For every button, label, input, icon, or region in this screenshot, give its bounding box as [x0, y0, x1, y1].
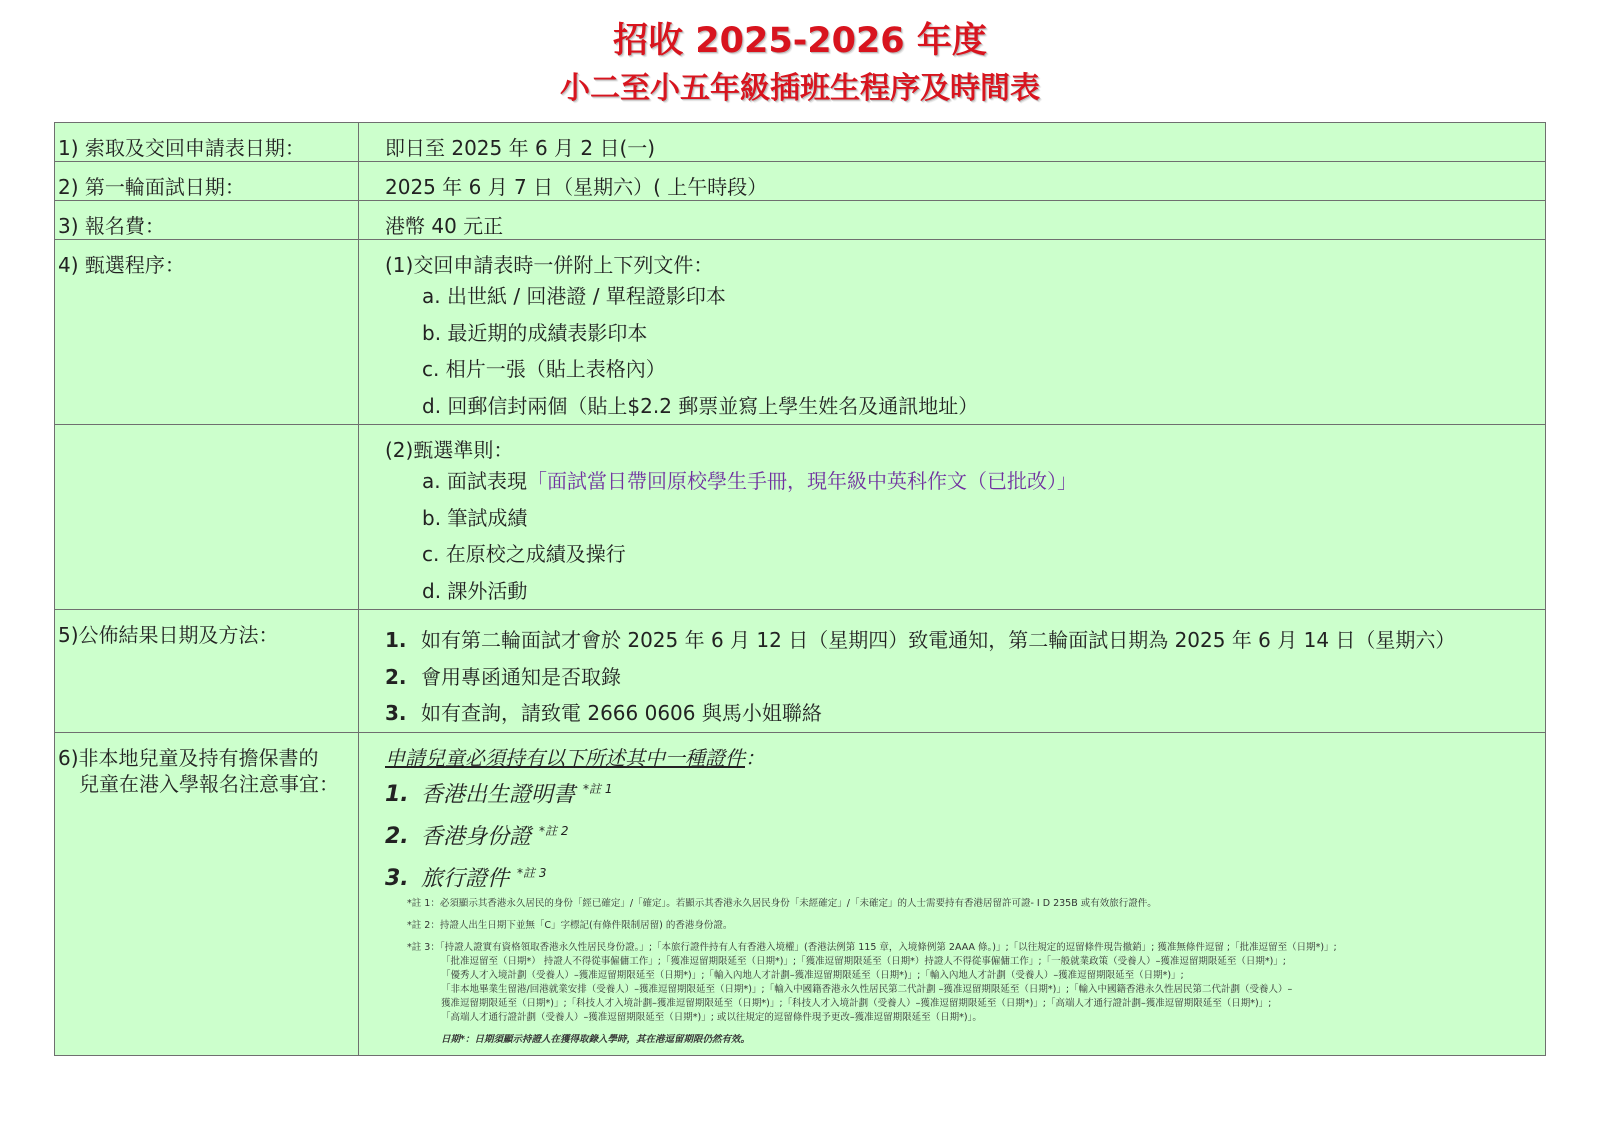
- list-item: [385, 622, 1545, 659]
- row-value: [359, 201, 1546, 240]
- list-item: [385, 855, 1545, 897]
- label-line: 6)非本地兒童及持有擔保書的: [58, 745, 319, 770]
- heading-colon: ：: [745, 745, 765, 770]
- row-label: 2) 第一輪面試日期：: [55, 162, 359, 201]
- item-number: 2.: [385, 824, 409, 850]
- criteria-a-note: 「面試當日帶回原校學生手冊，現年級中英科作文（已批改）」: [526, 469, 1077, 493]
- doc-name: 旅行證件: [421, 866, 510, 892]
- label-line: 兒童在港入學報名注意事宜：: [79, 771, 339, 796]
- table-row: [55, 123, 1546, 162]
- item-number: 1.: [385, 628, 407, 652]
- documents-heading: [385, 745, 1545, 771]
- row-label: 5)公佈結果日期及方法：: [55, 610, 359, 733]
- list-item: d. 回郵信封兩個（貼上$2.2 郵票並寫上學生姓名及通訊地址）: [422, 393, 979, 418]
- list-item: [385, 695, 1545, 732]
- list-item: [385, 771, 1545, 813]
- table-row: [55, 732, 1546, 1056]
- list-item: [422, 463, 1545, 500]
- item-number: 2.: [385, 664, 407, 689]
- list-item: c. 在原校之成績及操行: [422, 542, 626, 566]
- interview-date: 2025 年 6 月 7 日（星期六）( 上午時段）: [385, 175, 768, 199]
- list-item: [385, 659, 1545, 696]
- footnote-line: 「非本地畢業生留港/回港就業安排（受養人）–獲准逗留期限延至（日期*)」;「輸入中國籍香港永久性居民第二代計劃 –獲准逗留期限延至（日期*)」;「輸入中國籍香港永久性居民第二代計劃（受養人）–: [441, 984, 1293, 996]
- heading-text: 申請兒童必須持有以下所述其中一種證件: [385, 745, 745, 770]
- row-label: 3) 報名費：: [55, 201, 359, 240]
- criteria-a-prefix: a. 面試表現: [422, 469, 527, 493]
- row-label: 1) 索取及交回申請表日期：: [55, 123, 359, 162]
- doc-note: *註 3: [517, 866, 547, 881]
- criteria-intro: (2)甄選準則：: [385, 438, 514, 462]
- doc-name: 香港出生證明書: [421, 781, 576, 807]
- table-row: [55, 610, 1546, 733]
- footnote-line: 「優秀人才入境計劃（受養人）–獲准逗留期限延至（日期*)」;「輸入內地人才計劃–獲准逗留期限延至（日期*)」;「輸入內地人才計劃（受養人）–獲准逗留期限延至（日期*)」;: [441, 970, 1184, 982]
- table-row: [55, 162, 1546, 201]
- schedule-table: [54, 122, 1546, 1056]
- row-value: [359, 425, 1546, 610]
- item-number: 3.: [385, 866, 409, 892]
- footnote-3: [407, 941, 1545, 1025]
- application-fee: 港幣 40 元正: [385, 214, 504, 238]
- title-block: [0, 0, 1600, 110]
- list-item: c. 相片一張（貼上表格內）: [422, 357, 666, 381]
- list-item: a. 出世紙 / 回港證 / 單程證影印本: [422, 284, 726, 308]
- application-date: 即日至 2025 年 6 月 2 日(一): [385, 136, 656, 160]
- item-number: 1.: [385, 781, 409, 807]
- list-item: b. 最近期的成績表影印本: [422, 320, 648, 345]
- table-row: [55, 201, 1546, 240]
- list-item: d. 課外活動: [422, 578, 528, 603]
- list-item: b. 筆試成績: [422, 505, 528, 530]
- item-text: 如有第二輪面試才會於 2025 年 6 月 12 日（星期四）致電通知，第二輪面試日期為 2025 年 6 月 14 日（星期六）: [421, 628, 1456, 652]
- row-label: 4) 甄選程序：: [55, 240, 359, 425]
- item-number: 3.: [385, 701, 407, 725]
- row-value: [359, 610, 1546, 733]
- row-value: [359, 240, 1546, 425]
- row-label: [55, 732, 359, 1056]
- footnotes: [407, 897, 1545, 1047]
- page-title: 招收 2025-2026 年度: [613, 21, 987, 61]
- item-text: 會用專函通知是否取錄: [421, 664, 621, 689]
- footnote-line: 「批准逗留至（日期*） 持證人不得從事僱傭工作」;「獲准逗留期限延至（日期*)」;「獲准逗留期限延至（日期*）持證人不得從事僱傭工作」;「一般就業政策（受養人）–獲准逗留期限延至（日期*)」;: [441, 956, 1286, 968]
- row-value: [359, 123, 1546, 162]
- table-row: [55, 425, 1546, 610]
- table-row: [55, 240, 1546, 425]
- footnote-line: 「高端人才通行證計劃（受養人）–獲准逗留期限延至（日期*)」; 或以往規定的逗留條件現予更改–獲准逗留期限延至（日期*)」。: [441, 1012, 982, 1024]
- doc-note: *註 1: [583, 781, 613, 796]
- page-subtitle: 小二至小五年級插班生程序及時間表: [560, 71, 1040, 106]
- row-value: [359, 162, 1546, 201]
- documents-intro: (1)交回申請表時一併附上下列文件：: [385, 253, 714, 277]
- row-value: [359, 732, 1546, 1056]
- footnote-1: *註 1：必須顯示其香港永久居民的身份「經已確定」/「確定」。若顯示其香港永久居民身份「未經確定」/「未確定」的人士需要持有香港居留許可證- I D 235B 或有效旅行證件。: [407, 898, 1157, 910]
- date-note: 日期*：日期須顯示持證人在獲得取錄入學時，其在港逗留期限仍然有效。: [441, 1034, 750, 1046]
- item-text: 如有查詢，請致電 2666 0606 與馬小姐聯絡: [421, 701, 822, 725]
- footnote-line: 獲准逗留期限延至（日期*)」;「科技人才入境計劃–獲准逗留期限延至（日期*)」;「科技人才入境計劃（受養人）–獲准逗留期限延至（日期*)」;「高端人才通行證計劃–獲准逗留期限延至（日期*)」;: [441, 998, 1272, 1010]
- footnote-line: *註 3：「持證人證實有資格領取香港永久性居民身份證。」;「本旅行證件持有人有香港入境權」(香港法例第 115 章，入境條例第 2AAA 條。)」;「以往規定的逗留條件現告撤銷」; 獲准無條件逗留 ;「批准逗留至（日期*)」;: [407, 942, 1337, 954]
- doc-note: *註 2: [539, 823, 569, 838]
- footnote-2: *註 2：持證人出生日期下並無「C」字標記(有條件限制居留) 的香港身份證。: [407, 920, 733, 932]
- doc-name: 香港身份證: [421, 824, 532, 850]
- list-item: [385, 813, 1545, 855]
- row-label: [55, 425, 359, 610]
